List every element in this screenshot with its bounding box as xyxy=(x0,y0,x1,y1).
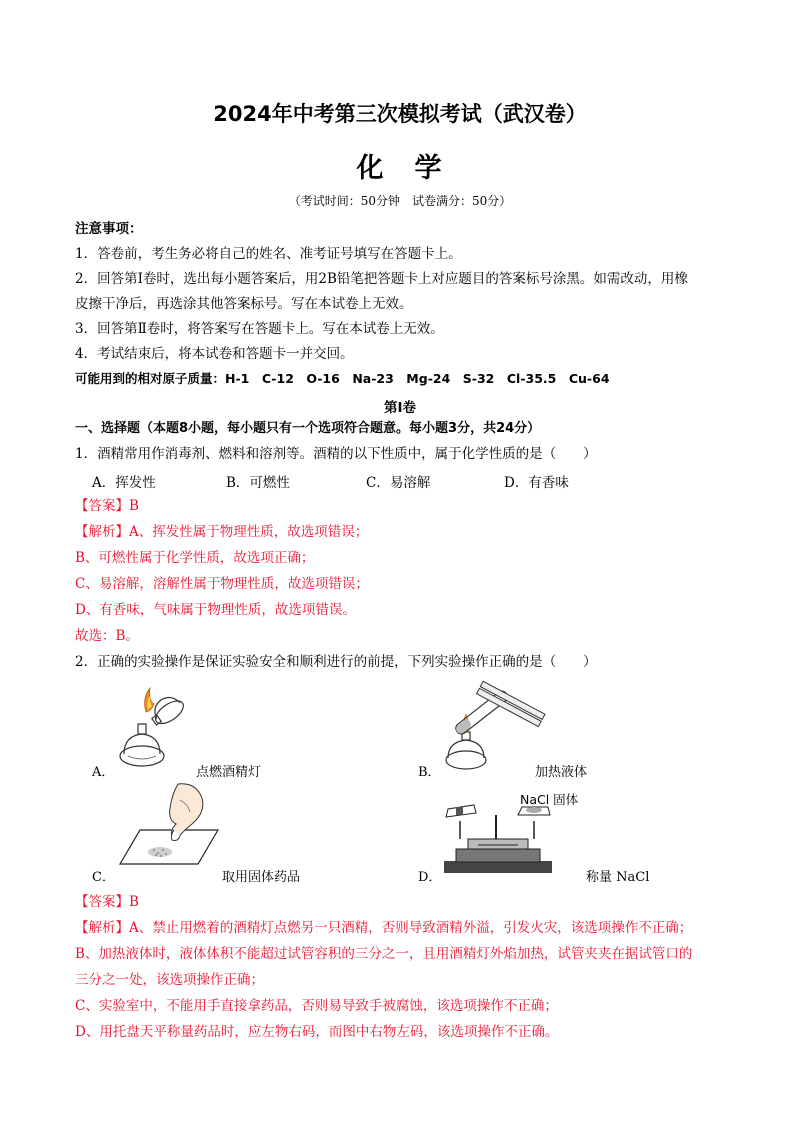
q2-option-d-caption: 称量 NaCl xyxy=(586,870,650,885)
hand-taking-solid-figure xyxy=(118,780,228,870)
q1-analysis-2: B、可燃性属于化学性质，故选项正确； xyxy=(75,550,315,566)
q2-option-b-caption: 加热液体 xyxy=(535,765,588,780)
q2-answer: 【答案】B xyxy=(75,894,139,910)
exam-title: 2024年中考第三次模拟考试（武汉卷） xyxy=(213,102,587,126)
q1-conclusion: 故选：B。 xyxy=(75,628,139,644)
q2-analysis-4: D、用托盘天平称量药品时，应左物右码，而图中右物左码，该选项操作不正确。 xyxy=(75,1024,559,1040)
notice-item-2: 2．回答第Ⅰ卷时，选出每小题答案后，用2B铅笔把答题卡上对应题目的答案标号涂黑。如需改动，用橡 xyxy=(75,271,688,287)
exam-info: （考试时间：50分钟 试卷满分：50分） xyxy=(288,194,512,208)
q1-stem: 1．酒精常用作消毒剂、燃料和溶剂等。酒精的以下性质中，属于化学性质的是（ ） xyxy=(75,446,597,462)
q2-option-c-letter: C． xyxy=(92,870,115,885)
q2-option-a-letter: A． xyxy=(92,765,115,780)
q2-option-c-caption: 取用固体药品 xyxy=(222,870,301,885)
q1-analysis-4: D、有香味，气味属于物理性质，故选项错误。 xyxy=(75,602,356,618)
q1-option-c: C．易溶解 xyxy=(366,475,431,491)
atomic-masses: 可能用到的相对原子质量：H-1 C-12 O-16 Na-23 Mg-24 S-32 Cl-35.5 Cu-64 xyxy=(75,371,610,386)
q2-stem: 2．正确的实验操作是保证实验安全和顺利进行的前提，下列实验操作正确的是（ ） xyxy=(75,654,597,670)
balance-label: NaCl 固体 xyxy=(520,792,579,807)
q2-analysis-1: 【解析】A、禁止用燃着的酒精灯点燃另一只酒精，否则导致酒精外溢，引发火灾，该选项操作不正确； xyxy=(75,920,693,936)
section-heading: 一、选择题（本题8小题，每小题只有一个选项符合题意。每小题3分，共24分） xyxy=(75,421,541,436)
q2-analysis-2: B、加热液体时，液体体积不能超过试管容积的三分之一，且用酒精灯外焰加热，试管夹夹在据试管口的 xyxy=(75,946,693,962)
notice-item-1: 1．答卷前，考生务必将自己的姓名、准考证号填写在答题卡上。 xyxy=(75,246,462,262)
notice-item-3: 3．回答第Ⅱ卷时，将答案写在答题卡上。写在本试卷上无效。 xyxy=(75,321,444,337)
q2-analysis-2-cont: 三分之一处，该选项操作正确； xyxy=(75,972,264,988)
q1-answer: 【答案】B xyxy=(75,498,139,514)
volume-heading: 第Ⅰ卷 xyxy=(383,400,417,416)
q1-option-a: A．挥发性 xyxy=(92,475,156,491)
q2-option-a-caption: 点燃酒精灯 xyxy=(196,765,262,780)
q1-analysis-3: C、易溶解，溶解性属于物理性质，故选项错误； xyxy=(75,576,369,592)
q1-option-b: B．可燃性 xyxy=(226,475,290,491)
q1-option-d: D．有香味 xyxy=(504,475,569,491)
q2-option-d-letter: D． xyxy=(418,870,442,885)
subject-title: 化 学 xyxy=(356,153,444,184)
alcohol-lamp-lighting-figure xyxy=(112,684,202,774)
notice-heading: 注意事项： xyxy=(75,221,143,237)
notice-item-4: 4．考试结束后，将本试卷和答题卡一并交回。 xyxy=(75,346,354,362)
q2-analysis-3: C、实验室中，不能用手直接拿药品，否则易导致手被腐蚀，该选项操作不正确； xyxy=(75,998,558,1014)
notice-item-2-cont: 皮擦干净后，再选涂其他答案标号。写在本试卷上无效。 xyxy=(75,296,413,312)
q2-option-b-letter: B． xyxy=(418,765,441,780)
q1-analysis-1: 【解析】A、挥发性属于物理性质，故选项错误； xyxy=(75,524,369,540)
